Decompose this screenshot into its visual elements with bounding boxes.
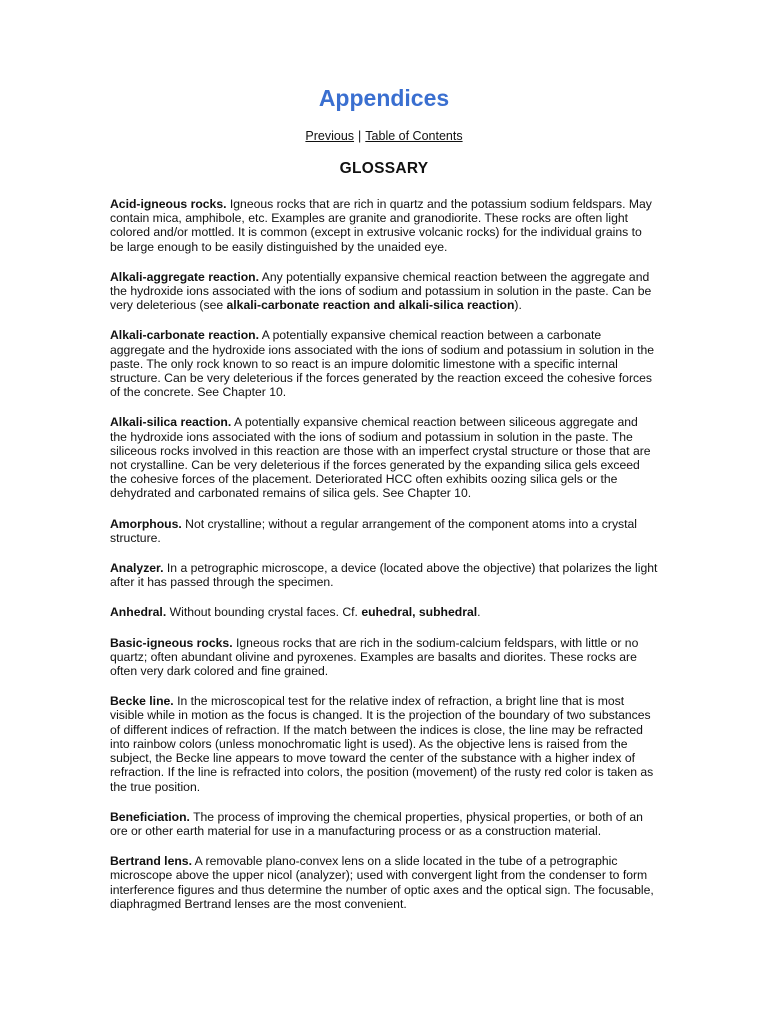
glossary-term: Bertrand lens. bbox=[110, 854, 192, 869]
glossary-term: Basic-igneous rocks. bbox=[110, 635, 233, 650]
glossary-definition-tail: . bbox=[477, 605, 481, 620]
glossary-term: Alkali-silica reaction. bbox=[110, 415, 232, 430]
glossary-definition: A potentially expansive chemical reaction between a carbonate aggregate and the hydroxide ions associated with the ions of sodium and potassium in solution in the paste. The only rock known to so react is an impure dolomitic limestone with a specific internal structure. Can be very deleterious if the forces generated by the reaction exceed the cohesive forces of the concrete. See Chapter 10. bbox=[110, 328, 655, 400]
glossary-heading: GLOSSARY bbox=[339, 160, 429, 177]
glossary-entry-amorphous bbox=[110, 517, 658, 545]
glossary-definition: A removable plano-convex lens on a slide located in the tube of a petrographic microscope above the upper nicol (analyzer); used with convergent light from the condenser to form interference figures and thus determine the number of optic axes and the optical sign. The focusable, diaphragmed Bertrand lenses are the most convenient. bbox=[110, 854, 654, 911]
previous-link[interactable]: Previous bbox=[305, 129, 355, 143]
glossary-entry-becke-line bbox=[110, 694, 658, 793]
glossary-definition: Igneous rocks that are rich in the sodium-calcium feldspars, with little or no quartz; often abundant olivine and pyroxenes. Examples are basalts and diorites. These rocks are often very dark colored and fine grained. bbox=[110, 635, 639, 679]
glossary-entry-analyzer bbox=[110, 561, 658, 589]
glossary-term: Alkali-aggregate reaction. bbox=[110, 269, 260, 284]
glossary-entry-beneficiation bbox=[110, 810, 658, 838]
glossary-definition: The process of improving the chemical properties, physical properties, or both of an ore or other earth material for use in a manufacturing process or as a construction material. bbox=[110, 809, 643, 838]
glossary-list bbox=[110, 197, 658, 911]
glossary-term: Acid-igneous rocks. bbox=[110, 197, 227, 211]
glossary-entry-acid-igneous-rocks bbox=[110, 197, 658, 254]
glossary-term: Beneficiation. bbox=[110, 809, 190, 824]
glossary-cross-reference: alkali-carbonate reaction and alkali-silica reaction bbox=[226, 298, 515, 313]
page-title: Appendices bbox=[318, 85, 450, 111]
glossary-definition: In the microscopical test for the relative index of refraction, a bright line that is most visible while in motion as the focus is changed. It is the projection of the boundary of two substances of different indices of refraction. If the match between the indices is close, the line may be refracted into rainbow colors (unless monochromatic light is used). As the objective lens is raised from the subject, the Becke line appears to move toward the center of the substance with a higher index of refraction. If the line is refracted into colors, the position (movement) of the rusty red color is taken as the true position. bbox=[110, 694, 654, 794]
glossary-cross-reference: euhedral, subhedral bbox=[361, 605, 478, 620]
glossary-entry-alkali-carbonate-reaction bbox=[110, 328, 658, 399]
page-navigation bbox=[110, 128, 658, 144]
glossary-definition: Any potentially expansive chemical reaction between the aggregate and the hydroxide ions associated with the ions of sodium and potassium in solution in the paste. Can be very deleterious (see bbox=[110, 269, 652, 313]
glossary-definition: A potentially expansive chemical reaction between siliceous aggregate and the hydroxide ions associated with the ions of sodium and potassium in solution in the paste. The siliceous rocks involved in this reaction are those with an imperfect crystal structure or those that are not crystalline. Can be very deleterious if the forces generated by the expanding silica gels exceed the cohesive forces of the placement. Deteriorated HCC often exhibits oozing silica gels or the dehydrated and carbonated remains of silica gels. See Chapter 10. bbox=[110, 415, 651, 501]
glossary-entry-alkali-silica-reaction bbox=[110, 415, 658, 500]
glossary-term: Anhedral. bbox=[110, 605, 167, 620]
glossary-entry-alkali-aggregate-reaction bbox=[110, 270, 658, 313]
glossary-term: Becke line. bbox=[110, 694, 174, 709]
glossary-term: Amorphous. bbox=[110, 516, 182, 531]
glossary-term: Analyzer. bbox=[110, 561, 164, 576]
glossary-entry-anhedral bbox=[110, 605, 658, 619]
glossary-term: Alkali-carbonate reaction. bbox=[110, 328, 260, 343]
glossary-entry-basic-igneous-rocks bbox=[110, 636, 658, 679]
nav-separator: | bbox=[358, 129, 362, 143]
glossary-definition: Without bounding crystal faces. Cf. bbox=[166, 605, 362, 620]
glossary-definition: In a petrographic microscope, a device (located above the objective) that polarizes the light after it has passed through the specimen. bbox=[110, 561, 658, 590]
glossary-definition: Not crystalline; without a regular arrangement of the component atoms into a crystal structure. bbox=[110, 516, 638, 545]
table-of-contents-link[interactable]: Table of Contents bbox=[365, 129, 463, 143]
glossary-definition: Igneous rocks that are rich in quartz and the potassium sodium feldspars. May contain mica, amphibole, etc. Examples are granite and granodiorite. These rocks are often light colored and/or mottled. It is common (except in extrusive volcanic rocks) for the individual grains to be large enough to be easily distinguished by the unaided eye. bbox=[110, 197, 652, 254]
glossary-entry-bertrand-lens bbox=[110, 854, 658, 911]
glossary-definition-tail: ). bbox=[514, 298, 522, 313]
